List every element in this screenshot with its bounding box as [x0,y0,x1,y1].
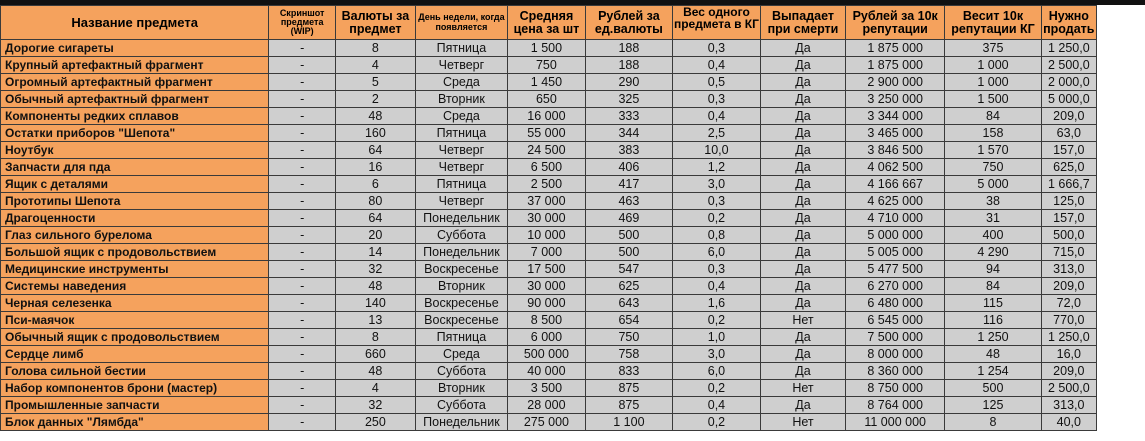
table-row [1,278,1097,295]
cell-currency[interactable]: 8 [335,329,415,346]
cell-item-name[interactable]: Драгоценности [1,210,269,227]
table-row [1,227,1097,244]
cell-rub-per-rep[interactable]: 6 480 000 [846,295,945,312]
cell-weight-per-rep[interactable]: 115 [945,295,1041,312]
cell-item-name[interactable]: Пси-маячок [1,312,269,329]
cell-weekday[interactable]: Вторник [415,380,507,397]
cell-item-name[interactable]: Голова сильной бестии [1,363,269,380]
cell-item-name[interactable]: Большой ящик с продовольствием [1,244,269,261]
cell-need-to-sell[interactable]: 625,0 [1041,159,1096,176]
cell-screenshot[interactable]: - [269,125,336,142]
cell-avg-price[interactable]: 16 000 [508,108,586,125]
table-row [1,363,1097,380]
cell-drops-on-death[interactable]: Да [760,91,845,108]
cell-weekday[interactable]: Среда [415,346,507,363]
cell-rub-per-unit[interactable]: 758 [585,346,672,363]
cell-weekday[interactable]: Среда [415,108,507,125]
cell-screenshot[interactable]: - [269,261,336,278]
cell-avg-price[interactable]: 24 500 [508,142,586,159]
cell-currency[interactable]: 48 [335,108,415,125]
cell-drops-on-death[interactable]: Да [760,108,845,125]
table-row [1,142,1097,159]
cell-need-to-sell[interactable]: 1 666,7 [1041,176,1096,193]
cell-screenshot[interactable]: - [269,346,336,363]
cell-weight[interactable]: 0,4 [672,108,760,125]
cell-screenshot[interactable]: - [269,91,336,108]
cell-item-name[interactable]: Промышленные запчасти [1,397,269,414]
cell-screenshot[interactable]: - [269,74,336,91]
cell-drops-on-death[interactable]: Да [760,125,845,142]
cell-rub-per-unit[interactable]: 188 [585,57,672,74]
cell-rub-per-unit[interactable]: 875 [585,380,672,397]
cell-need-to-sell[interactable]: 2 000,0 [1041,74,1096,91]
table-row [1,91,1097,108]
cell-weight-per-rep[interactable]: 94 [945,261,1041,278]
cell-rub-per-unit[interactable]: 333 [585,108,672,125]
cell-weight-per-rep[interactable]: 1 000 [945,74,1041,91]
cell-rub-per-unit[interactable]: 325 [585,91,672,108]
cell-need-to-sell[interactable]: 157,0 [1041,210,1096,227]
cell-weight-per-rep[interactable]: 84 [945,108,1041,125]
table-row [1,261,1097,278]
cell-need-to-sell[interactable]: 1 250,0 [1041,329,1096,346]
cell-currency[interactable]: 160 [335,125,415,142]
cell-avg-price[interactable]: 10 000 [508,227,586,244]
cell-weekday[interactable]: Суббота [415,227,507,244]
cell-rub-per-rep[interactable]: 6 270 000 [846,278,945,295]
cell-rub-per-rep[interactable]: 3 846 500 [846,142,945,159]
cell-weight-per-rep[interactable]: 750 [945,159,1041,176]
cell-avg-price[interactable]: 750 [508,57,586,74]
cell-weekday[interactable]: Понедельник [415,244,507,261]
cell-currency[interactable]: 140 [335,295,415,312]
cell-weight-per-rep[interactable]: 38 [945,193,1041,210]
cell-weekday[interactable]: Суббота [415,363,507,380]
cell-rub-per-unit[interactable]: 500 [585,244,672,261]
cell-weekday[interactable]: Среда [415,74,507,91]
cell-rub-per-unit[interactable]: 875 [585,397,672,414]
cell-rub-per-unit[interactable]: 625 [585,278,672,295]
cell-weight[interactable]: 1,2 [672,159,760,176]
cell-need-to-sell[interactable]: 2 500,0 [1041,380,1096,397]
table-row [1,193,1097,210]
table-row [1,397,1097,414]
cell-drops-on-death[interactable]: Да [760,329,845,346]
table-row [1,57,1097,74]
cell-drops-on-death[interactable]: Да [760,295,845,312]
table-row [1,312,1097,329]
cell-weight[interactable]: 0,4 [672,57,760,74]
cell-item-name[interactable]: Медицинские инструменты [1,261,269,278]
cell-weight-per-rep[interactable]: 84 [945,278,1041,295]
header-currency[interactable]: Валюты за предмет [335,6,415,40]
cell-weight-per-rep[interactable]: 125 [945,397,1041,414]
cell-need-to-sell[interactable]: 209,0 [1041,278,1096,295]
cell-item-name[interactable]: Сердце лимб [1,346,269,363]
table-row [1,329,1097,346]
cell-avg-price[interactable]: 30 000 [508,278,586,295]
table-row [1,210,1097,227]
cell-avg-price[interactable]: 1 450 [508,74,586,91]
cell-rub-per-rep[interactable]: 7 500 000 [846,329,945,346]
cell-weight[interactable]: 0,2 [672,380,760,397]
cell-weight[interactable]: 0,8 [672,227,760,244]
header-drops-on-death[interactable]: Выпадает при смерти [760,6,845,40]
cell-currency[interactable]: 660 [335,346,415,363]
cell-weekday[interactable]: Пятница [415,329,507,346]
cell-screenshot[interactable]: - [269,363,336,380]
cell-currency[interactable]: 4 [335,380,415,397]
cell-weight[interactable]: 2,5 [672,125,760,142]
cell-need-to-sell[interactable]: 16,0 [1041,346,1096,363]
cell-rub-per-unit[interactable]: 406 [585,159,672,176]
cell-avg-price[interactable]: 90 000 [508,295,586,312]
cell-rub-per-rep[interactable]: 5 477 500 [846,261,945,278]
cell-weight[interactable]: 0,4 [672,397,760,414]
header-row [1,6,1097,40]
cell-item-name[interactable]: Компоненты редких сплавов [1,108,269,125]
cell-rub-per-rep[interactable]: 4 710 000 [846,210,945,227]
cell-screenshot[interactable]: - [269,40,336,57]
cell-drops-on-death[interactable]: Нет [760,312,845,329]
items-table [0,5,1097,431]
cell-weight[interactable]: 0,5 [672,74,760,91]
cell-currency[interactable]: 48 [335,363,415,380]
header-need-to-sell[interactable]: Нужно продать [1041,6,1096,40]
cell-need-to-sell[interactable]: 2 500,0 [1041,57,1096,74]
cell-currency[interactable]: 8 [335,40,415,57]
cell-screenshot[interactable]: - [269,210,336,227]
cell-rub-per-unit[interactable]: 188 [585,40,672,57]
cell-need-to-sell[interactable]: 63,0 [1041,125,1096,142]
header-weight[interactable]: Вес одного предмета в КГ [672,6,760,40]
cell-weekday[interactable]: Пятница [415,40,507,57]
cell-weekday[interactable]: Четверг [415,142,507,159]
cell-avg-price[interactable]: 1 500 [508,40,586,57]
cell-screenshot[interactable]: - [269,108,336,125]
cell-currency[interactable]: 64 [335,142,415,159]
cell-weekday[interactable]: Четверг [415,159,507,176]
cell-item-name[interactable]: Ноутбук [1,142,269,159]
cell-rub-per-unit[interactable]: 469 [585,210,672,227]
cell-avg-price[interactable]: 6 000 [508,329,586,346]
cell-need-to-sell[interactable]: 209,0 [1041,108,1096,125]
cell-weight-per-rep[interactable]: 1 000 [945,57,1041,74]
cell-need-to-sell[interactable]: 125,0 [1041,193,1096,210]
cell-weight-per-rep[interactable]: 1 570 [945,142,1041,159]
cell-avg-price[interactable]: 8 500 [508,312,586,329]
cell-rub-per-rep[interactable]: 1 875 000 [846,57,945,74]
cell-rub-per-unit[interactable]: 417 [585,176,672,193]
cell-weight-per-rep[interactable]: 375 [945,40,1041,57]
cell-rub-per-rep[interactable]: 8 764 000 [846,397,945,414]
cell-weekday[interactable]: Понедельник [415,210,507,227]
cell-weight-per-rep[interactable]: 31 [945,210,1041,227]
cell-weight-per-rep[interactable]: 1 500 [945,91,1041,108]
cell-item-name[interactable]: Запчасти для пда [1,159,269,176]
cell-currency[interactable]: 48 [335,278,415,295]
cell-avg-price[interactable]: 17 500 [508,261,586,278]
cell-need-to-sell[interactable]: 313,0 [1041,397,1096,414]
table-row [1,159,1097,176]
cell-need-to-sell[interactable]: 715,0 [1041,244,1096,261]
cell-rub-per-unit[interactable]: 643 [585,295,672,312]
cell-screenshot[interactable]: - [269,142,336,159]
cell-rub-per-unit[interactable]: 463 [585,193,672,210]
cell-avg-price[interactable]: 2 500 [508,176,586,193]
cell-weight[interactable]: 0,3 [672,193,760,210]
cell-drops-on-death[interactable]: Да [760,142,845,159]
cell-drops-on-death[interactable]: Да [760,176,845,193]
cell-weekday[interactable]: Четверг [415,57,507,74]
cell-drops-on-death[interactable]: Да [760,278,845,295]
cell-drops-on-death[interactable]: Да [760,159,845,176]
cell-avg-price[interactable]: 3 500 [508,380,586,397]
cell-avg-price[interactable]: 275 000 [508,414,586,431]
cell-need-to-sell[interactable]: 40,0 [1041,414,1096,431]
cell-currency[interactable]: 32 [335,397,415,414]
cell-currency[interactable]: 64 [335,210,415,227]
cell-weight[interactable]: 0,2 [672,414,760,431]
cell-weight[interactable]: 0,3 [672,40,760,57]
cell-weekday[interactable]: Вторник [415,278,507,295]
cell-rub-per-rep[interactable]: 3 344 000 [846,108,945,125]
cell-weekday[interactable]: Суббота [415,397,507,414]
cell-drops-on-death[interactable]: Да [760,210,845,227]
cell-need-to-sell[interactable]: 5 000,0 [1041,91,1096,108]
cell-rub-per-rep[interactable]: 3 250 000 [846,91,945,108]
cell-rub-per-rep[interactable]: 8 000 000 [846,346,945,363]
cell-rub-per-unit[interactable]: 500 [585,227,672,244]
table-body [1,40,1097,431]
header-rub-per-unit[interactable]: Рублей за ед.валюты [585,6,672,40]
cell-rub-per-unit[interactable]: 750 [585,329,672,346]
cell-weight-per-rep[interactable]: 8 [945,414,1041,431]
cell-item-name[interactable]: Набор компонентов брони (мастер) [1,380,269,397]
cell-rub-per-rep[interactable]: 5 000 000 [846,227,945,244]
cell-avg-price[interactable]: 650 [508,91,586,108]
cell-screenshot[interactable]: - [269,278,336,295]
cell-rub-per-rep[interactable]: 8 360 000 [846,363,945,380]
table-row [1,176,1097,193]
cell-currency[interactable]: 80 [335,193,415,210]
cell-avg-price[interactable]: 28 000 [508,397,586,414]
cell-item-name[interactable]: Обычный артефактный фрагмент [1,91,269,108]
cell-currency[interactable]: 6 [335,176,415,193]
cell-need-to-sell[interactable]: 157,0 [1041,142,1096,159]
cell-rub-per-rep[interactable]: 1 875 000 [846,40,945,57]
cell-item-name[interactable]: Черная селезенка [1,295,269,312]
table-row [1,108,1097,125]
cell-avg-price[interactable]: 7 000 [508,244,586,261]
cell-rub-per-rep[interactable]: 8 750 000 [846,380,945,397]
cell-rub-per-rep[interactable]: 3 465 000 [846,125,945,142]
cell-currency[interactable]: 16 [335,159,415,176]
cell-screenshot[interactable]: - [269,159,336,176]
cell-drops-on-death[interactable]: Да [760,227,845,244]
cell-item-name[interactable]: Системы наведения [1,278,269,295]
cell-screenshot[interactable]: - [269,380,336,397]
cell-rub-per-unit[interactable]: 833 [585,363,672,380]
cell-screenshot[interactable]: - [269,57,336,74]
cell-weight-per-rep[interactable]: 48 [945,346,1041,363]
cell-rub-per-rep[interactable]: 6 545 000 [846,312,945,329]
table-row [1,346,1097,363]
cell-drops-on-death[interactable]: Да [760,193,845,210]
table-row [1,74,1097,91]
cell-weight[interactable]: 1,0 [672,329,760,346]
cell-weight-per-rep[interactable]: 158 [945,125,1041,142]
table-row [1,244,1097,261]
table-row [1,295,1097,312]
cell-weight[interactable]: 1,6 [672,295,760,312]
cell-currency[interactable]: 250 [335,414,415,431]
table-row [1,40,1097,57]
cell-item-name[interactable]: Огромный артефактный фрагмент [1,74,269,91]
cell-drops-on-death[interactable]: Да [760,57,845,74]
cell-drops-on-death[interactable]: Да [760,346,845,363]
cell-screenshot[interactable]: - [269,193,336,210]
cell-item-name[interactable]: Крупный артефактный фрагмент [1,57,269,74]
cell-weight-per-rep[interactable]: 1 250 [945,329,1041,346]
cell-rub-per-unit[interactable]: 654 [585,312,672,329]
cell-screenshot[interactable]: - [269,414,336,431]
cell-rub-per-unit[interactable]: 290 [585,74,672,91]
cell-avg-price[interactable]: 6 500 [508,159,586,176]
cell-avg-price[interactable]: 37 000 [508,193,586,210]
sheet-margin [1097,5,1145,441]
header-screenshot[interactable]: Скриншот предмета (WIP) [269,6,336,40]
cell-need-to-sell[interactable]: 209,0 [1041,363,1096,380]
cell-drops-on-death[interactable]: Нет [760,414,845,431]
cell-weight[interactable]: 0,2 [672,210,760,227]
cell-weekday[interactable]: Воскресенье [415,261,507,278]
cell-item-name[interactable]: Прототипы Шепота [1,193,269,210]
cell-weekday[interactable]: Понедельник [415,414,507,431]
cell-need-to-sell[interactable]: 313,0 [1041,261,1096,278]
cell-screenshot[interactable]: - [269,227,336,244]
cell-currency[interactable]: 4 [335,57,415,74]
header-weekday[interactable]: День недели, когда появляется [415,6,507,40]
cell-rub-per-unit[interactable]: 383 [585,142,672,159]
cell-weight-per-rep[interactable]: 4 290 [945,244,1041,261]
table-row [1,380,1097,397]
cell-weight[interactable]: 6,0 [672,363,760,380]
cell-drops-on-death[interactable]: Да [760,74,845,91]
cell-rub-per-rep[interactable]: 2 900 000 [846,74,945,91]
cell-need-to-sell[interactable]: 770,0 [1041,312,1096,329]
cell-weight-per-rep[interactable]: 400 [945,227,1041,244]
table-row [1,414,1097,431]
cell-weight[interactable]: 0,4 [672,278,760,295]
cell-drops-on-death[interactable]: Нет [760,380,845,397]
cell-need-to-sell[interactable]: 1 250,0 [1041,40,1096,57]
cell-rub-per-unit[interactable]: 1 100 [585,414,672,431]
cell-avg-price[interactable]: 500 000 [508,346,586,363]
cell-item-name[interactable]: Остатки приборов "Шепота" [1,125,269,142]
cell-rub-per-rep[interactable]: 11 000 000 [846,414,945,431]
cell-weekday[interactable]: Четверг [415,193,507,210]
cell-rub-per-rep[interactable]: 5 005 000 [846,244,945,261]
cell-weight[interactable]: 6,0 [672,244,760,261]
cell-drops-on-death[interactable]: Да [760,244,845,261]
cell-item-name[interactable]: Дорогие сигареты [1,40,269,57]
cell-drops-on-death[interactable]: Да [760,363,845,380]
cell-weight[interactable]: 3,0 [672,176,760,193]
cell-item-name[interactable]: Блок данных "Лямбда" [1,414,269,431]
cell-item-name[interactable]: Глаз сильного бурелома [1,227,269,244]
cell-weekday[interactable]: Воскресенье [415,312,507,329]
cell-weight-per-rep[interactable]: 5 000 [945,176,1041,193]
cell-currency[interactable]: 14 [335,244,415,261]
cell-weight-per-rep[interactable]: 116 [945,312,1041,329]
cell-weight[interactable]: 0,3 [672,91,760,108]
cell-currency[interactable]: 20 [335,227,415,244]
cell-weight-per-rep[interactable]: 1 254 [945,363,1041,380]
cell-weight-per-rep[interactable]: 500 [945,380,1041,397]
spreadsheet [0,5,1097,431]
header-avg-price[interactable]: Средняя цена за шт [508,6,586,40]
cell-need-to-sell[interactable]: 72,0 [1041,295,1096,312]
cell-avg-price[interactable]: 30 000 [508,210,586,227]
header-weight-per-rep[interactable]: Весит 10к репутации КГ [945,6,1041,40]
cell-drops-on-death[interactable]: Да [760,397,845,414]
cell-rub-per-unit[interactable]: 547 [585,261,672,278]
cell-screenshot[interactable]: - [269,397,336,414]
cell-item-name[interactable]: Обычный ящик с продовольствием [1,329,269,346]
cell-rub-per-rep[interactable]: 4 062 500 [846,159,945,176]
cell-weekday[interactable]: Воскресенье [415,295,507,312]
cell-weekday[interactable]: Пятница [415,176,507,193]
cell-currency[interactable]: 32 [335,261,415,278]
cell-item-name[interactable]: Ящик с деталями [1,176,269,193]
cell-screenshot[interactable]: - [269,244,336,261]
cell-drops-on-death[interactable]: Да [760,40,845,57]
cell-screenshot[interactable]: - [269,329,336,346]
cell-currency[interactable]: 2 [335,91,415,108]
cell-rub-per-rep[interactable]: 4 166 667 [846,176,945,193]
cell-weight[interactable]: 0,2 [672,312,760,329]
cell-avg-price[interactable]: 55 000 [508,125,586,142]
table-row [1,125,1097,142]
cell-drops-on-death[interactable]: Да [760,261,845,278]
cell-screenshot[interactable]: - [269,312,336,329]
cell-currency[interactable]: 13 [335,312,415,329]
cell-screenshot[interactable]: - [269,295,336,312]
cell-weight[interactable]: 3,0 [672,346,760,363]
header-rub-per-rep[interactable]: Рублей за 10к репутации [846,6,945,40]
cell-rub-per-rep[interactable]: 4 625 000 [846,193,945,210]
cell-currency[interactable]: 5 [335,74,415,91]
header-item-name[interactable]: Название предмета [1,6,269,40]
cell-rub-per-unit[interactable]: 344 [585,125,672,142]
cell-need-to-sell[interactable]: 500,0 [1041,227,1096,244]
cell-weekday[interactable]: Вторник [415,91,507,108]
cell-weight[interactable]: 10,0 [672,142,760,159]
cell-weight[interactable]: 0,3 [672,261,760,278]
cell-avg-price[interactable]: 40 000 [508,363,586,380]
cell-screenshot[interactable]: - [269,176,336,193]
cell-weekday[interactable]: Пятница [415,125,507,142]
